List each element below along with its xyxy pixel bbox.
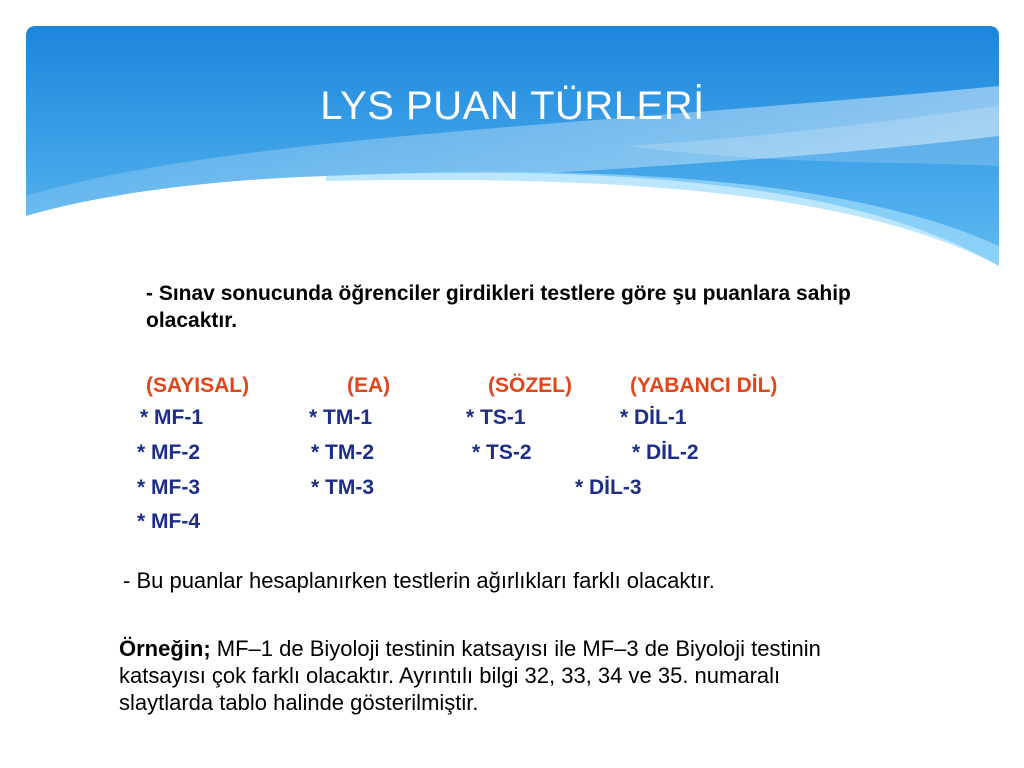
category-sozel: (SÖZEL) [488,374,572,397]
example-line-1 [119,635,999,662]
intro-text [146,280,851,334]
example-line-3: slaytlarda tablo halinde gösterilmiştir. [119,690,479,715]
item-tm-3: * TM-3 [311,476,374,499]
item-ts-2: * TS-2 [472,441,532,464]
item-dil-3: * DİL-3 [575,476,642,499]
item-mf-3: * MF-3 [137,476,200,499]
weights-note: - Bu puanlar hesaplanırken testlerin ağırlıkları farklı olacaktır. [123,568,715,593]
category-yabanci-dil: (YABANCI DİL) [630,374,778,397]
intro-line-1: - Sınav sonucunda öğrenciler girdikleri testlere göre şu puanlara sahip [146,282,851,305]
item-mf-1: * MF-1 [140,406,203,429]
example-label: Örneğin; [119,636,211,661]
example-paragraph [119,635,999,716]
item-dil-2: * DİL-2 [632,441,699,464]
header-banner [26,26,999,266]
example-text-1: MF–1 de Biyoloji testinin katsayısı ile MF–3 de Biyoloji testinin [210,636,821,661]
intro-line-2: olacaktır. [146,309,238,332]
item-mf-2: * MF-2 [137,441,200,464]
item-tm-2: * TM-2 [311,441,374,464]
example-line-2: katsayısı çok farklı olacaktır. Ayrıntılı bilgi 32, 33, 34 ve 35. numaralı [119,663,781,688]
slide-title: LYS PUAN TÜRLERİ [320,84,705,128]
item-mf-4: * MF-4 [137,510,200,533]
category-ea: (EA) [347,374,391,397]
item-tm-1: * TM-1 [309,406,372,429]
item-ts-1: * TS-1 [466,406,526,429]
category-sayisal: (SAYISAL) [146,374,250,397]
item-dil-1: * DİL-1 [620,406,687,429]
